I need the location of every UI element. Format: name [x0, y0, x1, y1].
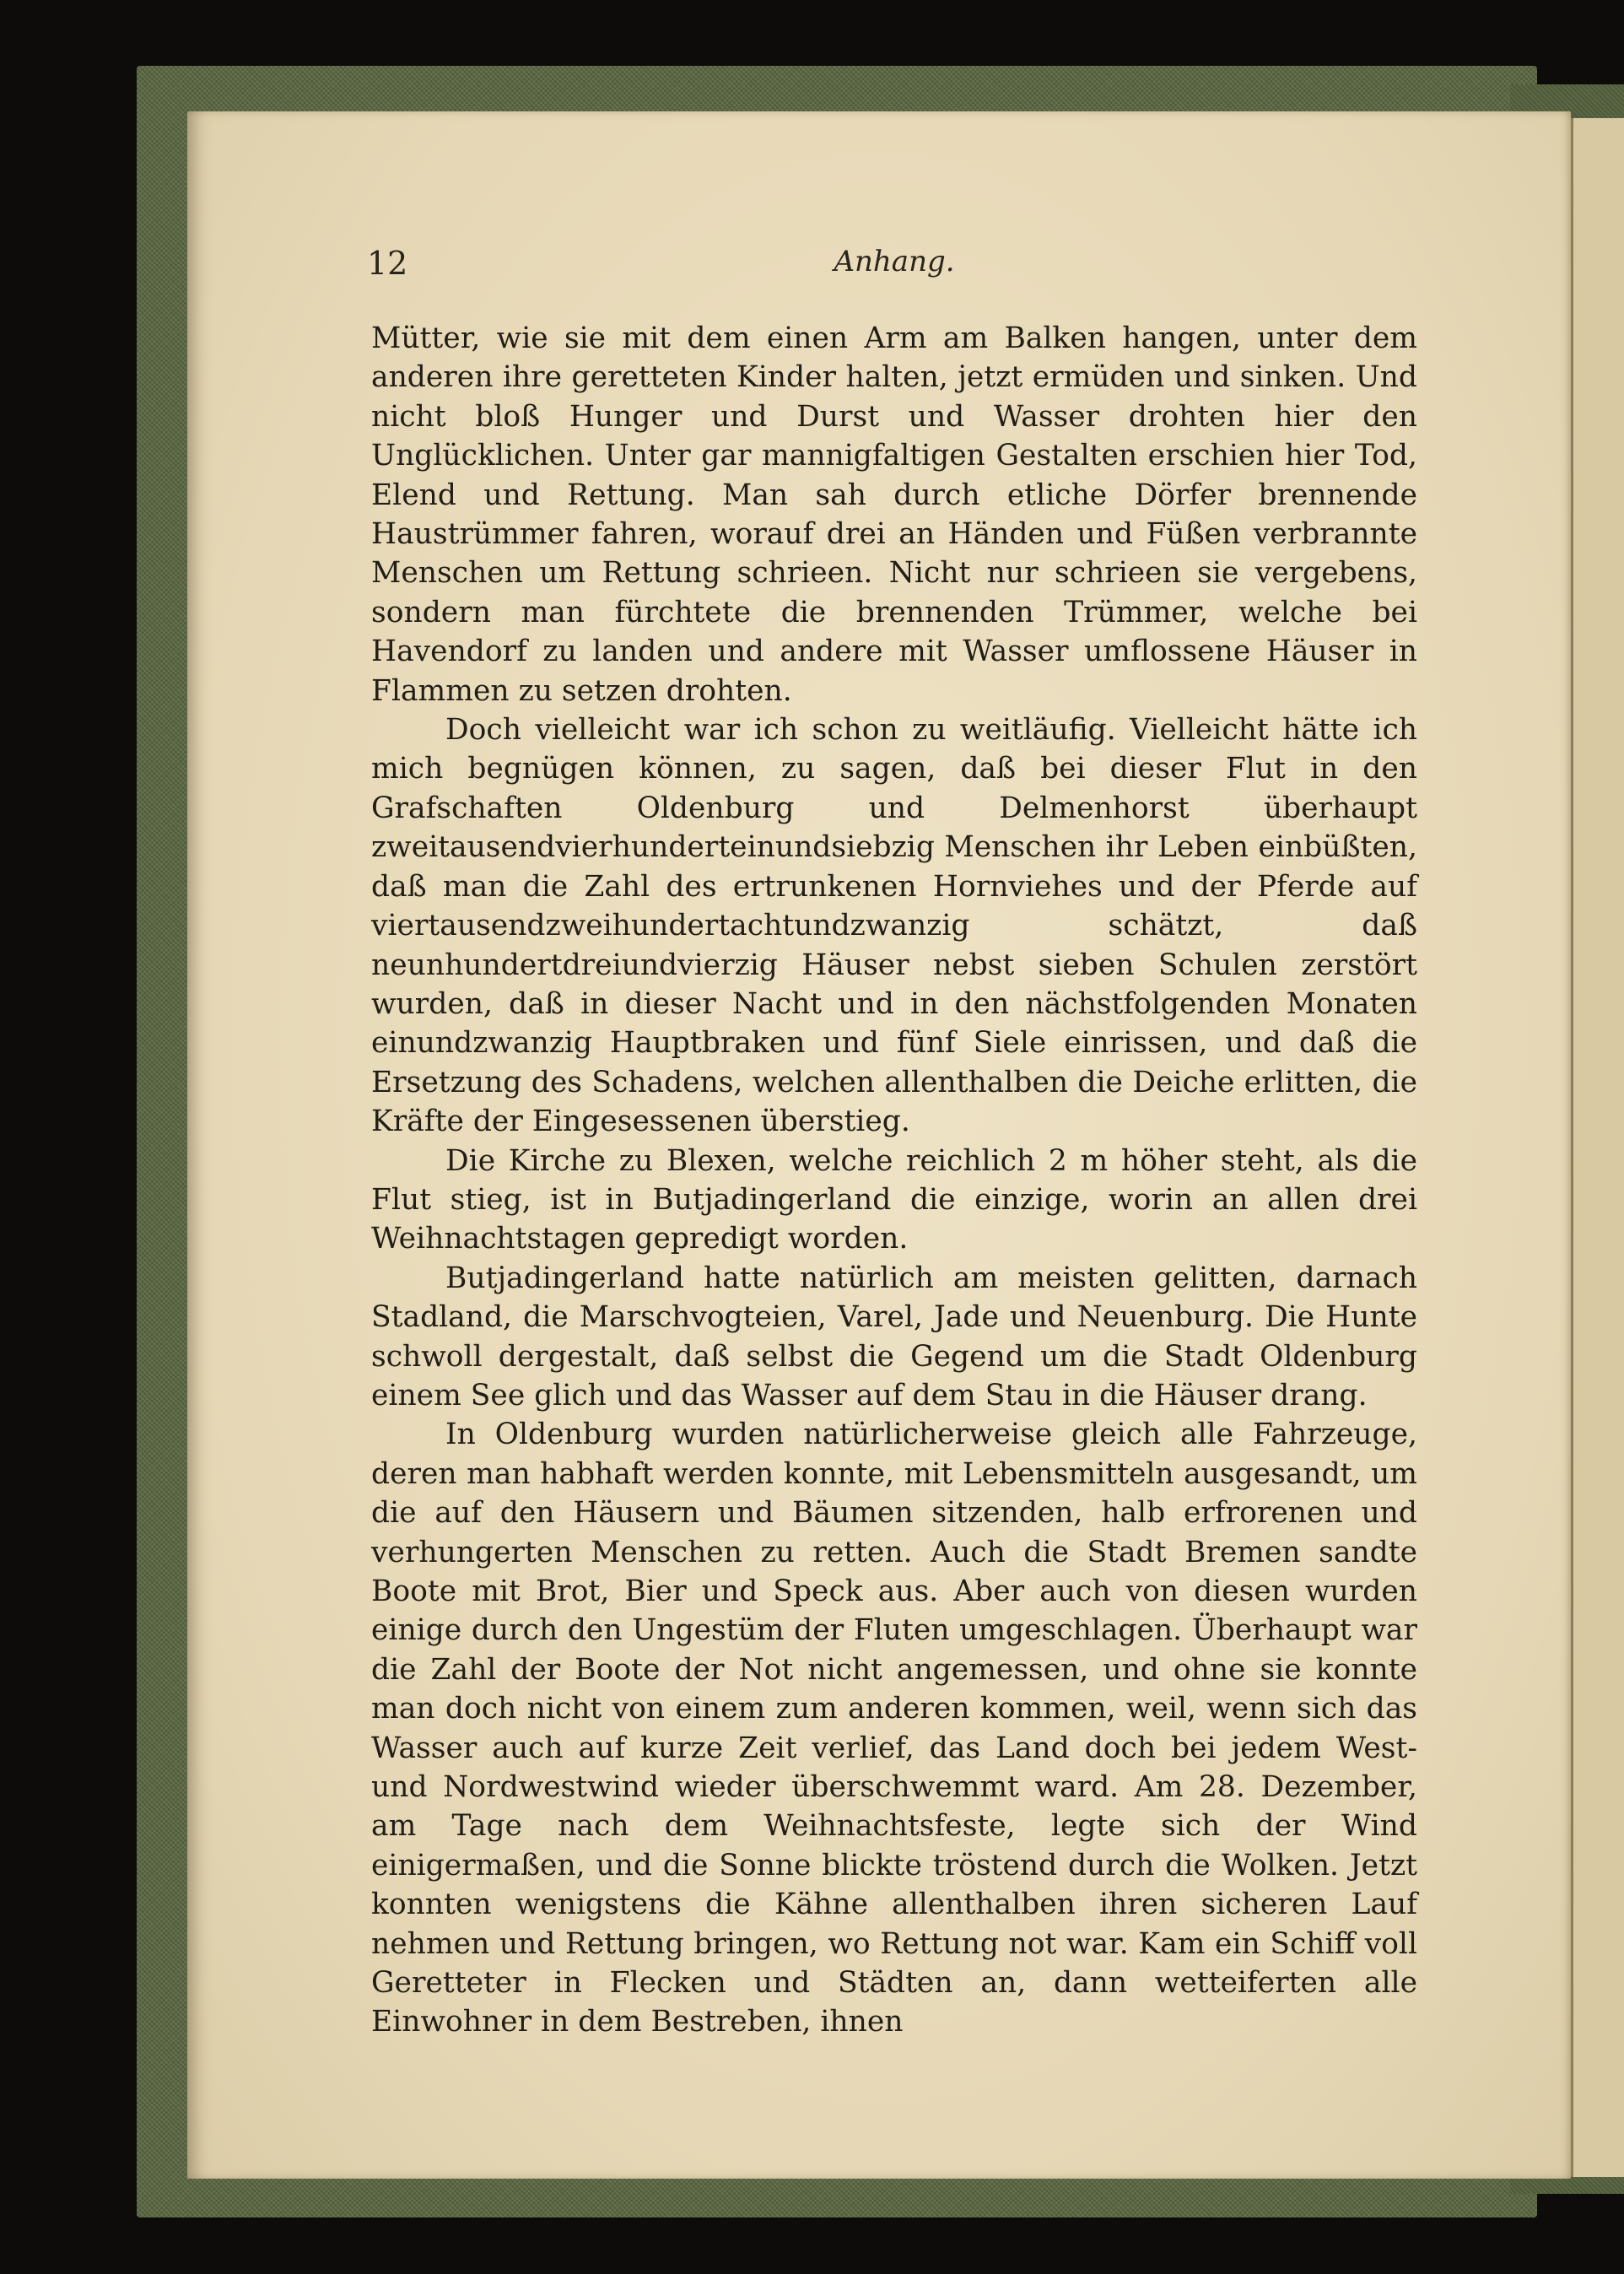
- page-number: 12: [367, 245, 408, 282]
- running-head: Anhang.: [834, 245, 955, 278]
- paragraph-2: Doch vielleicht war ich schon zu weitläufig. Vielleicht hätte ich mich begnügen können, zu sagen, daß bei dieser Flut in den Grafschaften Oldenburg und Delmenhorst überhaupt zweitausendvierhunderteinundsiebzig Menschen ihr Leben einbüßten, daß man die Zahl des ertrunkenen Hornviehes und der Pferde auf viertausendzweihundertachtundzwanzig schätzt, daß neunhundertdreiundvierzig Häuser nebst sieben Schulen zerstört wurden, daß in dieser Nacht und in den nächstfolgenden Monaten einundzwanzig Hauptbraken und fünf Siele einrissen, und daß die Ersetzung des Schadens, welchen allenthalben die Deiche erlitten, die Kräfte der Eingesessenen überstieg.: [371, 713, 1417, 1139]
- facing-page-edge: [1571, 118, 1624, 2177]
- body-text: [371, 319, 1417, 2042]
- paragraph-5: In Oldenburg wurden natürlicherweise gleich alle Fahrzeuge, deren man habhaft werden konnte, mit Lebensmitteln ausgesandt, um die auf den Häusern und Bäumen sitzenden, halb erfrorenen und verhungerten Menschen zu retten. Auch die Stadt Bremen sandte Boote mit Brot, Bier und Speck aus. Aber auch von diesen wurden einige durch den Ungestüm der Fluten umgeschlagen. Überhaupt war die Zahl der Boote der Not nicht angemessen, und ohne sie konnte man doch nicht von einem zum anderen kommen, weil, wenn sich das Wasser auch auf kurze Zeit verlief, das Land doch bei jedem West- und Nordwestwind wieder überschwemmt ward. Am 28. Dezember, am Tage nach dem Weihnachtsfeste, legte sich der Wind einigermaßen, und die Sonne blickte tröstend durch die Wolken. Jetzt konnten wenigstens die Kähne allenthalben ihren sicheren Lauf nehmen und Rettung bringen, wo Rettung not war. Kam ein Schiff voll Geretteter in Flecken und Städten an, dann wetteiferten alle Einwohner in dem Bestreben, ihnen: [371, 1418, 1417, 2039]
- page-header: [367, 245, 1417, 287]
- paragraph-4: Butjadingerland hatte natürlich am meisten gelitten, darnach Stadland, die Marschvogteien, Varel, Jade und Neuenburg. Die Hunte schwoll dergestalt, daß selbst die Gegend um die Stadt Oldenburg einem See glich und das Wasser auf dem Stau in die Häuser drang.: [371, 1261, 1417, 1412]
- paragraph-1: Mütter, wie sie mit dem einen Arm am Balken hangen, unter dem anderen ihre geretteten Kinder halten, jetzt ermüden und sinken. Und nicht bloß Hunger und Durst und Wasser drohten hier den Unglücklichen. Unter gar mannigfaltigen Gestalten erschien hier Tod, Elend und Rettung. Man sah durch etliche Dörfer brennende Haustrümmer fahren, worauf drei an Händen und Füßen verbrannte Menschen um Rettung schrieen. Nicht nur schrieen sie vergebens, sondern man fürchtete die brennenden Trümmer, welche bei Havendorf zu landen und andere mit Wasser umflossene Häuser in Flammen zu setzen drohten.: [371, 321, 1417, 708]
- paragraph-3: Die Kirche zu Blexen, welche reichlich 2 m höher steht, als die Flut stieg, ist in Butjadingerland die einzige, worin an allen drei Weihnachtstagen gepredigt worden.: [371, 1143, 1417, 1256]
